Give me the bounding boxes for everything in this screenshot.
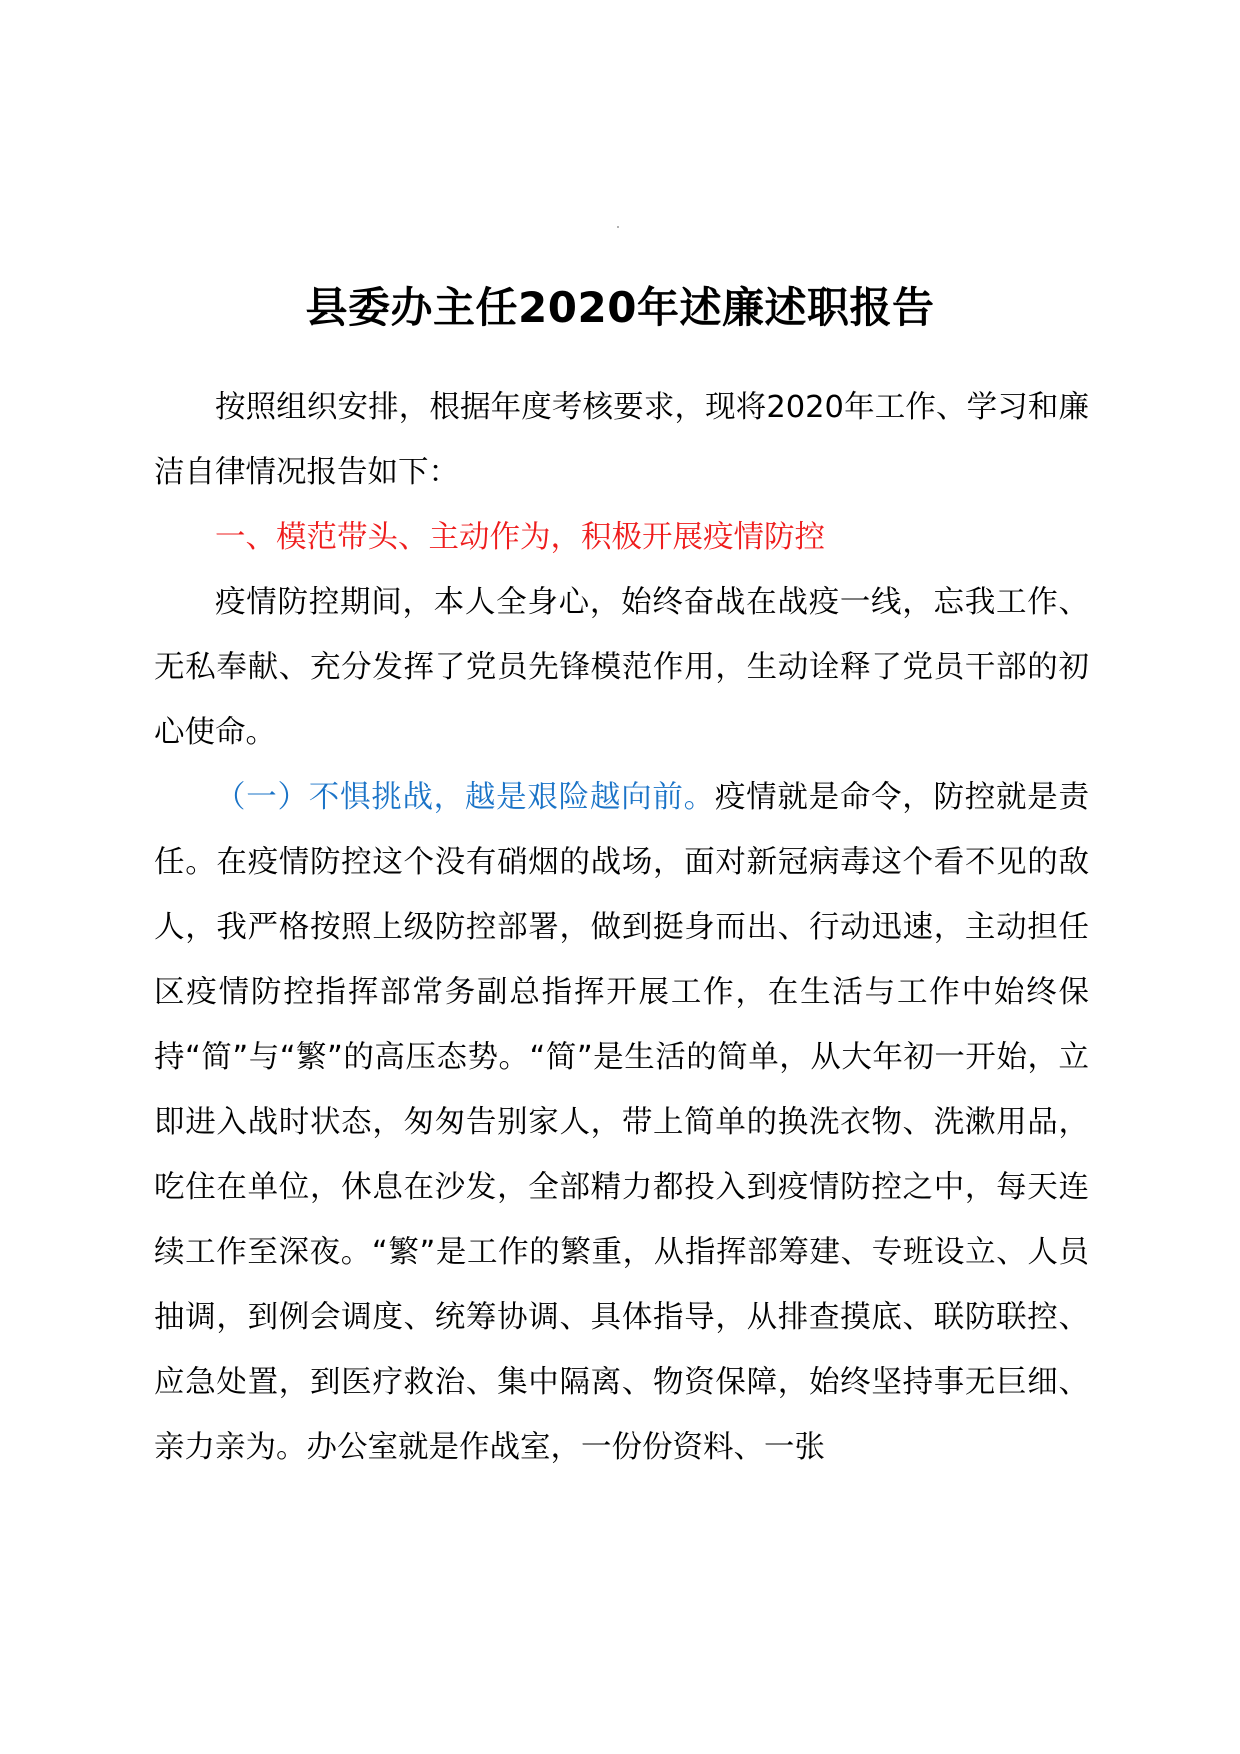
section-heading: 一、模范带头、主动作为，积极开展疫情防控: [215, 520, 825, 555]
section-paragraph: 疫情防控期间，本人全身心，始终奋战在战疫一线，忘我工作、无私奉献、充分发挥了党员先锋模范作用，生动诠释了党员干部的初心使命。: [154, 585, 1089, 750]
document-title: 县委办主任2020年述廉述职报告: [305, 283, 935, 332]
subsection-paragraph: [154, 765, 1089, 1480]
subsection-heading: （一）不惧挑战，越是艰险越向前。: [215, 780, 715, 815]
subsection-text: 疫情就是命令，防控就是责任。在疫情防控这个没有硝烟的战场，面对新冠病毒这个看不见的敌人，我严格按照上级防控部署，做到挺身而出、行动迅速，主动担任区疫情防控指挥部常务副总指挥开展工作，在生活与工作中始终保持“简”与“繁”的高压态势。“简”是生活的简单，从大年初一开始，立即进入战时状态，匆匆告别家人，带上简单的换洗衣物、洗漱用品，吃住在单位，休息在沙发，全部精力都投入到疫情防控之中，每天连续工作至深夜。“繁”是工作的繁重，从指挥部筹建、专班设立、人员抽调，到例会调度、统筹协调、具体指导，从排查摸底、联防联控、应急处置，到医疗救治、集中隔离、物资保障，始终坚持事无巨细、亲力亲为。办公室就是作战室，一份份资料、一张: [154, 780, 1090, 1465]
header-mark: [617, 226, 619, 228]
document-body: [154, 375, 1089, 1480]
intro-paragraph: 按照组织安排，根据年度考核要求，现将2020年工作、学习和廉洁自律情况报告如下：: [154, 390, 1089, 490]
